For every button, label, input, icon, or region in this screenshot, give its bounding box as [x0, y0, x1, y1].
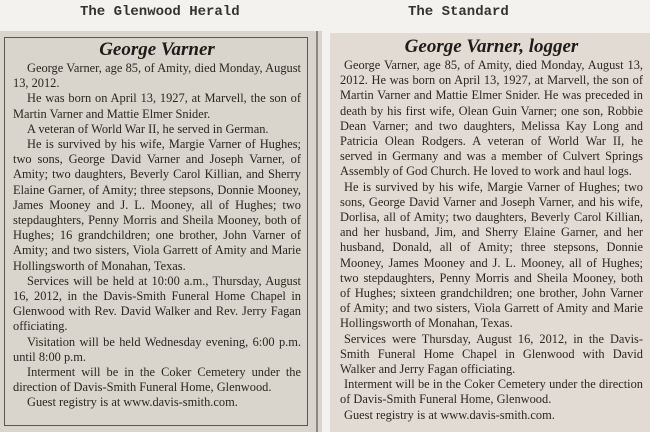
obituary-title: George Varner, logger — [404, 36, 579, 57]
obituary-title: George Varner — [99, 39, 215, 60]
column-rule — [316, 31, 318, 432]
paragraph: Guest registry is at www.davis-smith.com. — [344, 407, 555, 422]
obituary-clipping-right — [330, 33, 650, 432]
obituary-body — [340, 58, 643, 423]
paragraph: George Varner, age 85, of Amity, died Monday, August 13, 2012. He was born on April 13, 1927, at Marvell, the son of Martin Varner and Mattie Elmer Snider. He was preceded in death by his first wife, Olean Guin Varner; one son, Robbie Dean Varner; and two daughters, Melissa Kay Long and Patricia Olean Rodgers. A veteran of World War II, he served in Germany and was a member of Culvert Springs Assembly of God Church. He loved to work and haul logs. — [340, 58, 643, 179]
paragraph: Guest registry is at www.davis-smith.com. — [27, 395, 238, 410]
paragraph: He is survived by his wife, Margie Varner of Hughes; two sons, George David Varner and Joseph Varner, and his wife, Dorlisa, all of Amity; two daughters, Beverly Carol Killian, and her husband, Jim, and Sherry Elaine Garner, and her husband, Donald, all of Amity; three stepsons, Donnie Mooney, James Mooney and J. L. Mooney, all of Hughes; two stepdaughters, Penny Morris and Sheila Mooney, both of Hughes; sixteen grandchildren; one brother, John Varner of Amity; and two sisters, Viola Garrett of Amity and Marie Hollingsworth of Monahan, Texas. — [340, 179, 643, 331]
obituary-clipping-left — [0, 31, 322, 432]
paragraph: George Varner, age 85, of Amity, died Monday, August 13, 2012. — [13, 61, 301, 91]
paragraph: He was born on April 13, 1927, at Marvell, the son of Martin Varner and Mattie Elmer Snider. — [13, 91, 301, 121]
paragraph: Interment will be in the Coker Cemetery under the direction of Davis-Smith Funeral Home, Glenwood. — [340, 377, 643, 407]
paragraph: Services were Thursday, August 16, 2012, in the Davis-Smith Funeral Home Chapel in Glenwood with David Walker and Jerry Fagan officiating. — [340, 331, 643, 377]
paragraph: A veteran of World War II, he served in German. — [27, 121, 269, 136]
paragraph: Visitation will be held Wednesday evening, 6:00 p.m. until 8:00 p.m. — [13, 334, 301, 364]
paragraph: Interment will be in the Coker Cemetery under the direction of Davis-Smith Funeral Home, Glenwood. — [13, 365, 301, 395]
obituary-body — [13, 61, 301, 411]
paragraph: He is survived by his wife, Margie Varner of Hughes; two sons, George David Varner and Joseph Varner, of Amity; two daughters, Beverly Carol Killian, and Sherry Elaine Garner, of Amity; three stepsons, Donnie Mooney, James Mooney and J. L. Mooney, all of Hughes; two stepdaughters, Penny Morris and Sheila Mooney, both of Hughes; 16 grandchildren; one brother, John Varner of Amity; and two sisters, Viola Garrett of Amity and Marie Hollingsworth of Monahan, Texas. — [13, 137, 301, 273]
masthead-glenwood-herald: The Glenwood Herald — [80, 4, 240, 20]
masthead-the-standard: The Standard — [408, 4, 509, 20]
paragraph: Services will be held at 10:00 a.m., Thursday, August 16, 2012, in the Davis-Smith Funeral Home Chapel in Glenwood with Rev. David Walker and Rev. Jerry Fagan officiating. — [13, 273, 301, 334]
